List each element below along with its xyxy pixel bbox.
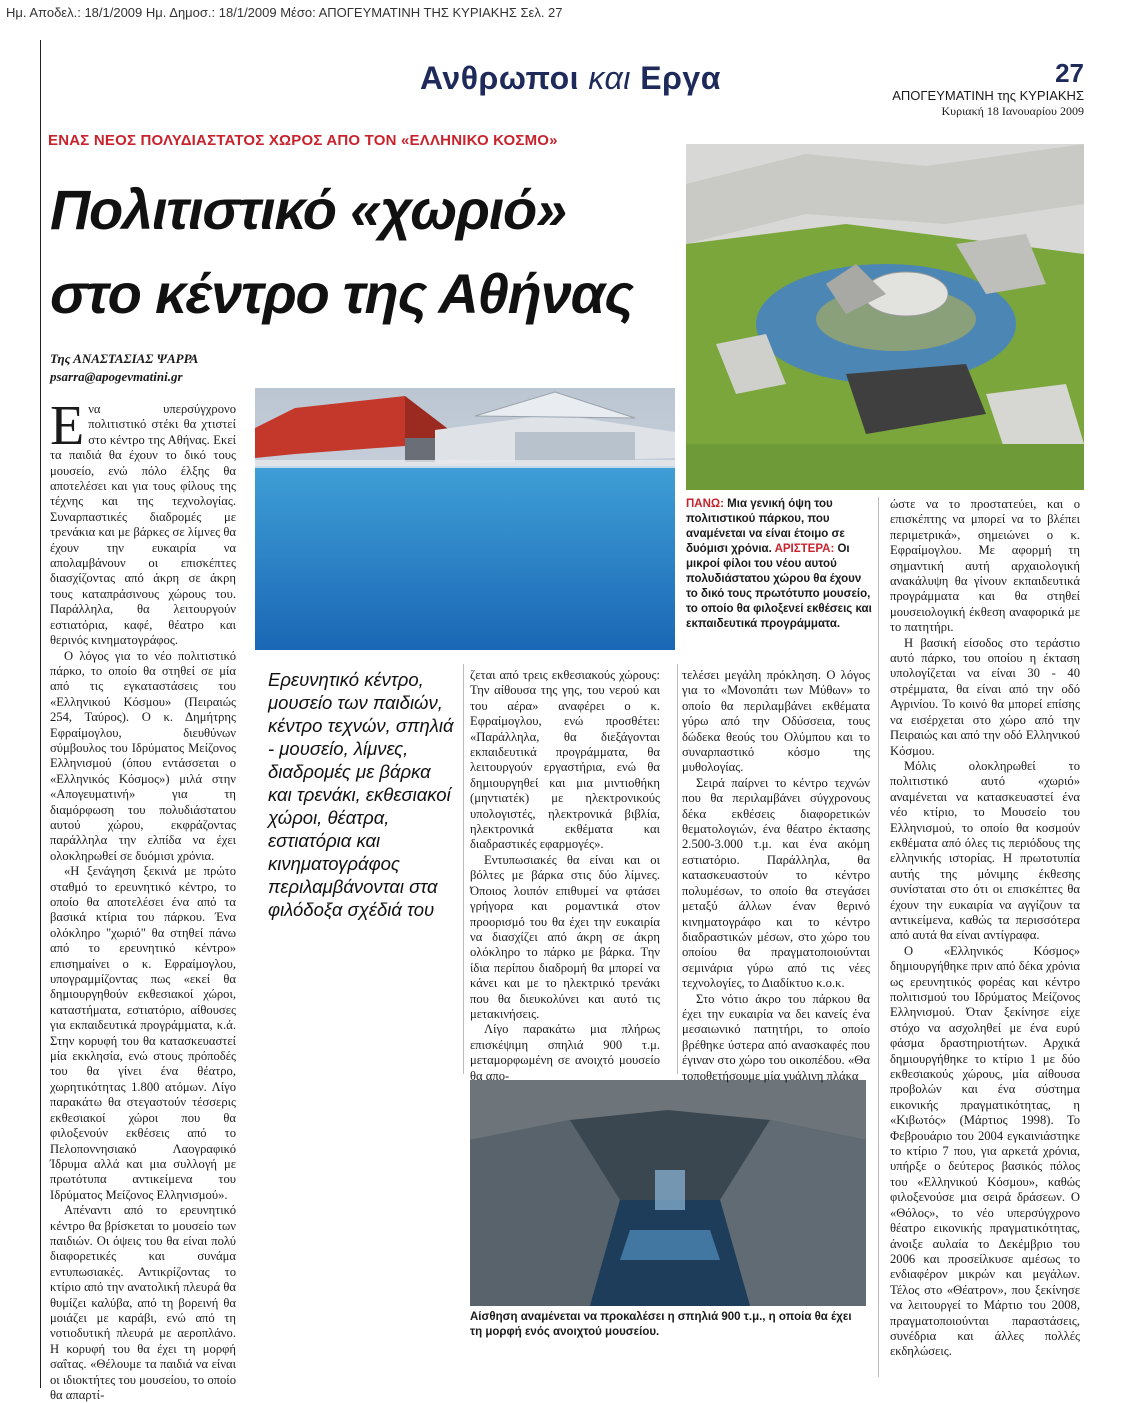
column-rule bbox=[677, 664, 678, 1074]
paragraph bbox=[50, 395, 236, 649]
byline-author: Της ΑΝΑΣΤΑΣΙΑΣ ΨΑΡΡΑ bbox=[50, 351, 199, 366]
article-column-1 bbox=[50, 395, 236, 1403]
page-number: 27 bbox=[1055, 58, 1084, 88]
paragraph-text: να υπερσύγχρονο πολιτιστικό στέκι θα χτιστεί στο κέντρο της Αθήνας. Εκεί τα παιδιά θα έχουν το δικό τους μουσείο, ενώ πόλο έλξης θα αποτελέσει και για τους φίλους της τέχνης και της τεχνολογίας. Συναρπαστικές διαδρομές με τρενάκια και με βάρκες σε λίμνες θα έχουν την ευκαιρία να απολαμβάνουν οι επισκέπτες διασχίζοντας από άκρη σε άκρη τους καταπράσινους χώρους του. Παράλληλα, θα λειτουργούν εστιατόρια, καφέ, θέατρο και θερινός κινηματογράφος. bbox=[50, 402, 236, 648]
paragraph: Στο νότιο άκρο του πάρκου θα έχει την ευκαιρία να δει κανείς ένα μεσαιωνικό πατητήρι, το οποίο βρέθηκε ύστερα από ανασκαφές που έγιναν στο χώρο του οικοπέδου. «Θα τοποθετήσουμε μία γυάλινη πλάκα bbox=[682, 991, 870, 1083]
paragraph: Εντυπωσιακές θα είναι και οι βόλτες με βάρκα στις δύο λίμνες. Όποιος λοιπόν επιθυμεί να φτάσει γρήγορα και ρομαντικά στον προορισμό του θα έχει την ευκαιρία να διασχίζει από άκρη σε άκρη ολόκληρο το πάρκο με βάρκα. Την ίδια περίπου διαδρομή θα μπορεί να κάνει και με το ηλεκτρικό τρενάκι που θα διευκολύνει και αυτό τις μετακινήσεις. bbox=[470, 852, 660, 1021]
paragraph: ώστε να το προστατεύει, και ο επισκέπτης να μπορεί να το βλέπει περιμετρικά», σημειώνει ο κ. Εφραίμογλου. Με αφορμή τη σημαντική αυτή αρχαιολογική ανακάλυψη θα γίνουν εκπαιδευτικά προγράμματα και θα στηθεί μουσειολογική έκθεση αναφορικά με το πατητήρι. bbox=[890, 497, 1080, 635]
cave-museum-illustration bbox=[470, 1080, 866, 1306]
publication-date: Κυριακή 18 Ιανουαρίου 2009 bbox=[941, 104, 1084, 118]
caption-label-left: ΑΡΙΣΤΕΡΑ: bbox=[774, 543, 835, 555]
paragraph: ζεται από τρεις εκθεσιακούς χώρους: Την αίθουσα της γης, του νερού και του αέρα» αναφέρει ο κ. Εφραίμογλου, ενώ προσθέτει: «Παράλληλα, θα διεξάγονται εκπαιδευτικά προγράμματα, θα λειτουργούν εργαστήρια, ενώ θα δημιουργηθεί και μια μιντιοθήκη (μηντιατέκ) με ηλεκτρονικούς υπολογιστές, ηλεκτρονικά βιβλία, ηλεκτρονικά εκθέματα και διαδραστικές εφαρμογές». bbox=[470, 668, 660, 852]
section-title-b: και bbox=[588, 60, 631, 96]
paragraph: «Η ξενάγηση ξεκινά με πρώτο σταθμό το ερευνητικό κέντρο, το οποίο θα αποτελέσει ένα από τα βασικά κτίρια του πάρκου. Ένα ολόκληρο "χωριό" θα στηθεί πάνω από το ερευνητικό κέντρο» επισημαίνει ο κ. Εφραίμογλου, υπογραμμίζοντας πως «εκεί θα δημιουργηθούν εκθεσιακοί χώροι, καταστήματα, εστιατόριο, αίθουσες για εκπαιδευτικά προγράμματα, κ.ά. Στην κορυφή του θα κατασκευαστεί μία εκκλησία, ενώ στους πρόποδές του θα γίνει ένα θέατρο, χωρητικότητας 1.800 ατόμων. Λίγο παρακάτω θα στεγαστούν τέσσερις εκθεσιακοί χώροι που θα φιλοξενούν εκθέσεις από το Πελοποννησιακό Λαογραφικό Ίδρυμα αλλά και μια συλλογή με πρωτότυπα αντικείμενα του Ιδρύματος Μείζονος Ελληνισμού». bbox=[50, 864, 236, 1202]
article-column-4 bbox=[890, 497, 1080, 1360]
paragraph: Ο λόγος για το νέο πολιτιστικό πάρκο, το οποίο θα στηθεί σε μία από τις εγκαταστάσεις του «Ελληνικού Κόσμου» (Πειραιώς 254, Ταύρος). Ο κ. Δημήτρης Εφραίμογλου, διευθύνων σύμβουλος του Ιδρύματος Μείζονος Ελληνισμού (όπου εντάσσεται ο «Ελληνικός Κόσμος») μιλά στην «Απογευματινή» για τη διαμόρφωση του πολυδιάστατου αυτού χώρου, εκφράζοντας παράλληλα την ελπίδα να έχει ολοκληρωθεί σε δυόμισι χρόνια. bbox=[50, 648, 236, 863]
drop-cap: Ε bbox=[50, 395, 85, 457]
children-museum-illustration bbox=[255, 388, 675, 650]
column-rule bbox=[878, 497, 879, 1377]
clipping-meta-bar: Ημ. Αποδελ.: 18/1/2009 Ημ. Δημοσ.: 18/1/2009 Μέσο: ΑΠΟΓΕΥΜΑΤΙΝΗ ΤΗΣ ΚΥΡΙΑΚΗΣ Σελ. 27 bbox=[6, 5, 563, 20]
park-aerial-image bbox=[686, 144, 1084, 490]
column-rule bbox=[463, 664, 464, 1074]
article-column-3 bbox=[682, 668, 870, 1084]
article-byline bbox=[50, 350, 198, 386]
cave-caption: Αίσθηση αναμένεται να προκαλέσει η σπηλιά 900 τ.μ., η οποία θα έχει τη μορφή ενός ανοιχτού μουσείου. bbox=[470, 1311, 852, 1338]
caption-text-left: Οι μικροί φίλοι του νέου αυτού πολυδιάστατου χώρου θα έχουν το δικό τους πρωτότυπο μουσείο, το οποίο θα φιλοξενεί εκθέσεις και εκπαιδευτικά προγράμματα. bbox=[686, 543, 872, 630]
section-title-c: Εργα bbox=[640, 60, 721, 96]
children-museum-image bbox=[255, 388, 675, 650]
pull-quote: Ερευνητικό κέντρο, μουσείο των παιδιών, κέντρο τεχνών, σπηλιά - μουσείο, λίμνες, διαδρομές με βάρκα και τρενάκι, εκθεσιακοί χώροι, θέατρα, εστιατόρια και κινηματογράφος περιλαμβάνονται στα φιλόδοξα σχέδιά του bbox=[268, 669, 454, 920]
paragraph: Σειρά παίρνει το κέντρο τεχνών που θα περιλαμβάνει σύγχρονους δέκα εκθέσεις διαφορετικών θεματολογιών, ένα θέατρο έκτασης 2.500-3.000 τ.μ. και ένα ακόμη εστιατόριο. Παράλληλα, θα κατασκευαστούν το κέντρο πολυμέσων, το οποίο θα στεγάσει μεταξύ άλλων έναν θερινό κινηματογράφο και το κέντρο διαδραστικών μέσων, στο χώρο του οποίου θα πραγματοποιούνται σεμινάρια γύρω από τις νέες τεχνολογίες, το Διαδίκτυο κ.ο.κ. bbox=[682, 775, 870, 991]
publication-name: ΑΠΟΓΕΥΜΑΤΙΝΗ της ΚΥΡΙΑΚΗΣ bbox=[892, 88, 1084, 103]
headline-line-2: στο κέντρο της Αθήνας bbox=[50, 262, 633, 325]
caption-label-top: ΠΑΝΩ: bbox=[686, 498, 724, 510]
headline-line-1: Πολιτιστικό «χωριό» bbox=[50, 178, 566, 241]
park-aerial-illustration bbox=[686, 144, 1084, 490]
paragraph: Απέναντι από το ερευνητικό κέντρο θα βρίσκεται το μουσείο των παιδιών. Οι όψεις του θα είναι πολύ διαφορετικές και συνάμα εντυπωσιακές. Αντικρίζοντας το κτίριο από την ανατολική πλευρά θα θυμίζει καλύβα, από τη βορεινή θα μοιάζει με καράβι, ενώ από τη νοτιοδυτική πλευρά με αεροπλάνο. Η κορυφή του θα έχει τη μορφή σαΐτας. «Θέλουμε τα παιδιά να είναι οι ιδιοκτήτες του μουσείου, το οποίο θα απαρτί- bbox=[50, 1203, 236, 1402]
caption-text-top: Μια γενική όψη του πολιτιστικού πάρκου, που αναμένεται να είναι έτοιμο σε δυόμισι χρόνια. bbox=[686, 498, 845, 555]
article-headline bbox=[50, 168, 670, 336]
paragraph: τελέσει μεγάλη πρόκληση. Ο λόγος για το «Μονοπάτι των Μύθων» το οποίο θα περιλαμβάνει εκθέματα γύρω από την Οδύσσεια, τους δώδεκα θεούς του Ολύμπου και το συναρπαστικό κόσμο της μυθολογίας. bbox=[682, 668, 870, 775]
section-title-a: Ανθρωποι bbox=[420, 60, 579, 96]
paragraph: Μόλις ολοκληρωθεί το πολιτιστικό αυτό «χωριό» αναμένεται να κατασκευαστεί ένα νέο κτίριο, το Μουσείο του Ελληνισμού, το οποίο θα κοσμούν εκθέματα από όλες τις περιόδους της ελληνικής ιστορίας. Η πρωτοτυπία αυτής της μόνιμης έκθεσης συνίσταται στο ότι οι επισκέπτες θα έχουν την ευκαιρία να αγγίζουν τα αντικείμενα, καθώς τα περισσότερα από αυτά θα είναι αντίγραφα. bbox=[890, 758, 1080, 943]
article-kicker: ΕΝΑΣ ΝΕΟΣ ΠΟΛΥΔΙΑΣΤΑΤΟΣ ΧΩΡΟΣ ΑΠΟ ΤΟΝ «ΕΛΛΗΝΙΚΟ ΚΟΣΜΟ» bbox=[48, 132, 558, 149]
paragraph: Η βασική είσοδος στο τεράστιο αυτό πάρκο, του οποίου η έκταση υπολογίζεται να είναι 30 - 40 στρέμματα, θα είναι από την οδό Αγρινίου. Το κοινό θα μπορεί επίσης να εισέρχεται στο χώρο από την Πειραιώς και από την οδό Ελληνικού Κόσμου. bbox=[890, 635, 1080, 758]
paragraph: Ο «Ελληνικός Κόσμος» δημιουργήθηκε πριν από δέκα χρόνια ως ερευνητικός φορέας και κέντρο πολιτισμού του Ιδρύματος Μείζονος Ελληνισμού. Όταν ξεκίνησε είχε στόχο να ασχοληθεί με ένα ευρύ φάσμα δραστηριοτήτων. Αρχικά δημιουργήθηκε το κτίριο 1 με δύο εκθεσιακούς χώρους, μία αίθουσα προβολών και ένα σύστημα εικονικής πραγματικότητας, η «Κιβωτός» (Μάρτιος 1998). Το Φεβρουάριο του 2004 εγκαινιάστηκε το κτίριο 7 που, για αρκετά χρόνια, υπήρξε ο δεύτερος βασικός πόλος του «Ελληνικού Κόσμου», καθώς φιλοξενούσε μια σειρά δράσεων. Ο «Θόλος», το νέο υπερσύγχρονο θέατρο εικονικής πραγματικότητας, άνοιξε αυλαία το Δεκέμβριο του 2006 και προσείλκυσε αμέσως το ενδιαφέρον μικρών και μεγάλων. Τέλος στο «Θέατρον», που ξεκίνησε να λειτουργεί το Μάρτιο του 2008, πραγματοποιούνται παραστάσεις, συνέδρια και άλλες πολλές εκδηλώσεις. bbox=[890, 943, 1080, 1359]
cave-museum-image bbox=[470, 1080, 866, 1306]
byline-email: psarra@apogevmatini.gr bbox=[50, 369, 183, 384]
section-title bbox=[420, 60, 760, 97]
article-column-2 bbox=[470, 668, 660, 1084]
aerial-caption bbox=[686, 497, 872, 632]
paragraph: Λίγο παρακάτω μια πλήρως επισκέψιμη σπηλιά 900 τ.μ. μεταμορφωμένη σε ανοιχτό μουσείο θα απο- bbox=[470, 1022, 660, 1083]
